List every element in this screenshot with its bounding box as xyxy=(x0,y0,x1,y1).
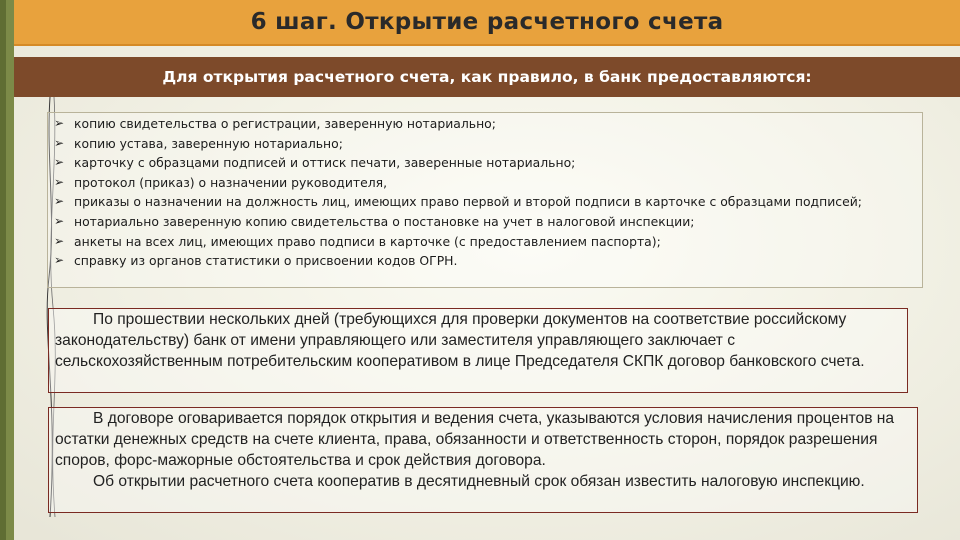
slide-title: 6 шаг. Открытие расчетного счета xyxy=(250,9,724,35)
list-item-text: анкеты на всех лиц, имеющих право подписи в карточке (с предоставлением паспорта); xyxy=(74,233,661,249)
list-item-text: копию свидетельства о регистрации, заверенную нотариально; xyxy=(74,116,496,131)
title-bar xyxy=(14,0,960,46)
documents-list xyxy=(52,114,920,271)
paragraph-text: По прошествии нескольких дней (требующихся для проверки документов на соответствие российскому законодательству) банк от имени управляющего или заместителя управляющего заключает с сельскохозяйственным потребительским кооперативом в лице Председателя СКПК договор банковского счета. xyxy=(55,311,865,370)
arrowhead-bullet-icon: ➢ xyxy=(54,135,65,150)
list-item xyxy=(52,232,920,252)
list-item xyxy=(52,251,920,271)
paragraph-box-contract-signing xyxy=(48,308,908,393)
slide-subtitle: Для открытия расчетного счета, как правило, в банк предоставляются: xyxy=(162,68,812,86)
arrowhead-bullet-icon: ➢ xyxy=(54,213,65,228)
list-item xyxy=(52,134,920,154)
list-item-text: приказы о назначении на должность лиц, имеющих право первой и второй подписи в карточке с образцами подписей; xyxy=(74,194,862,210)
list-item xyxy=(52,153,920,173)
subtitle-bar xyxy=(14,57,960,97)
arrowhead-bullet-icon: ➢ xyxy=(54,253,65,268)
paragraph-text: В договоре оговаривается порядок открытия и ведения счета, указываются условия начисления процентов на остатки денежных средств на счете клиента, права, обязанности и ответственность сторон, порядок разрешения споров, форс-мажорные обстоятельства и срок действия договора. xyxy=(55,410,895,469)
paragraph-text: Об открытии расчетного счета кооператив в десятидневный срок обязан известить налоговую инспекцию. xyxy=(93,473,865,490)
list-item xyxy=(52,212,920,232)
list-item-text: копию устава, заверенную нотариально; xyxy=(74,135,343,151)
list-item-text: карточку с образцами подписей и оттиск печати, заверенные нотариально; xyxy=(74,155,576,171)
left-accent-stripe-dark xyxy=(0,0,6,540)
list-item-text: протокол (приказ) о назначении руководителя, xyxy=(74,174,388,190)
arrowhead-bullet-icon: ➢ xyxy=(54,174,65,189)
list-item-text: справку из органов статистики о присвоении кодов ОГРН. xyxy=(74,253,458,269)
arrowhead-bullet-icon: ➢ xyxy=(54,116,65,130)
arrowhead-bullet-icon: ➢ xyxy=(54,233,65,248)
arrowhead-bullet-icon: ➢ xyxy=(54,155,65,170)
paragraph-box-contract-terms xyxy=(48,407,918,513)
list-item-text: нотариально заверенную копию свидетельства о постановке на учет в налоговой инспекции; xyxy=(74,213,695,229)
list-item xyxy=(52,192,920,212)
arrowhead-bullet-icon: ➢ xyxy=(54,194,65,209)
list-item xyxy=(52,114,920,134)
list-item xyxy=(52,173,920,193)
